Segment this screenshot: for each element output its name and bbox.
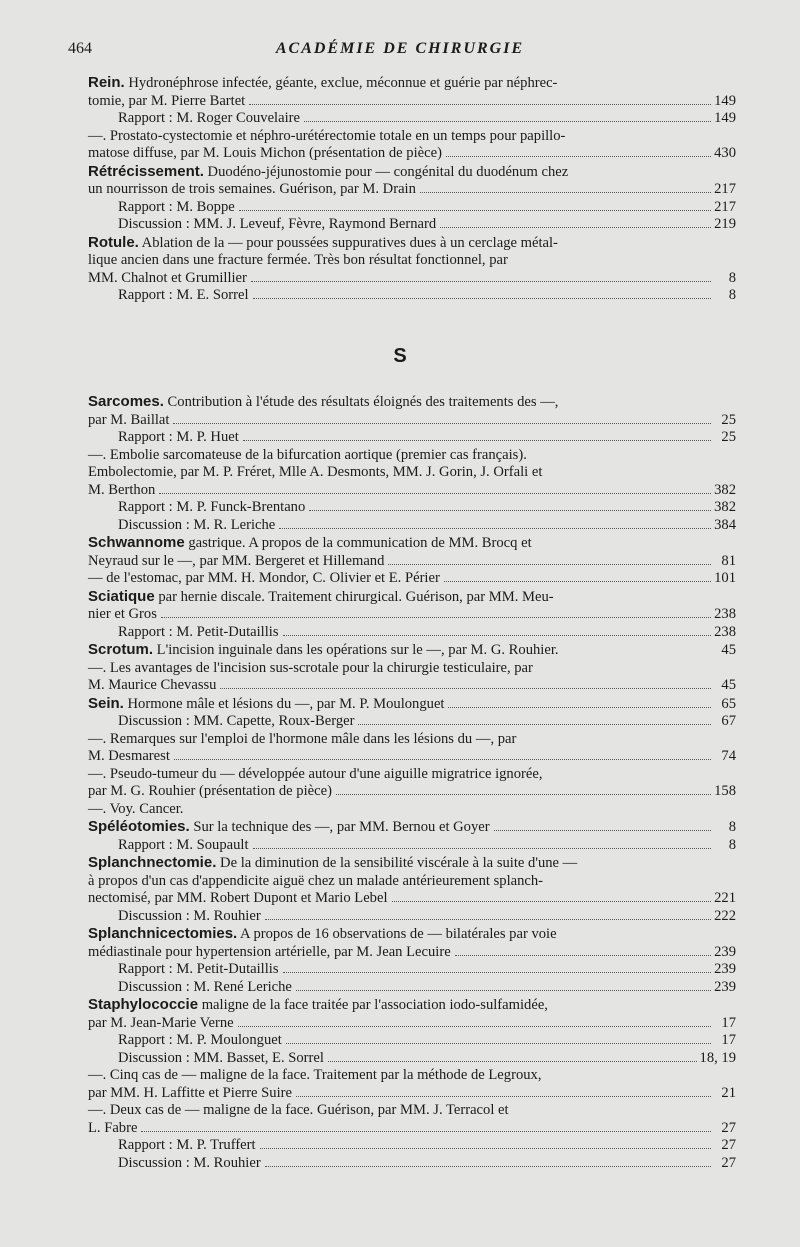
- index-line: [88, 412, 736, 430]
- page-ref: 239: [714, 943, 736, 960]
- index-line: [88, 570, 736, 588]
- line-text: [118, 216, 438, 234]
- entry-text: Contribution à l'étude des résultats éloignés des traitements des —,: [163, 394, 559, 410]
- line-text: [88, 252, 510, 270]
- page-ref: 21: [721, 1084, 736, 1101]
- index-line: [88, 854, 736, 873]
- line-text: [88, 873, 545, 891]
- line-text: [88, 1085, 294, 1103]
- index-line: [88, 482, 736, 500]
- entry-text: par hernie discale. Traitement chirurgical. Guérison, par MM. Meu-: [154, 588, 554, 605]
- index-entry: [88, 393, 736, 534]
- page-ref: 149: [714, 92, 736, 109]
- page-ref: 27: [721, 1119, 736, 1136]
- line-text: [88, 677, 218, 695]
- entry-text: —. Pseudo-tumeur du — développée autour d'une aiguille migratrice ignorée,: [88, 765, 543, 782]
- line-text: [88, 944, 453, 962]
- entry-text: M. Desmarest: [88, 748, 170, 764]
- dot-leader: [253, 848, 711, 849]
- index-line: [88, 695, 736, 714]
- entry-heading: Staphylococcie: [88, 996, 199, 1013]
- entry-text: Hydronéphrose infectée, géante, exclue, méconnue et guérie par néphrec-: [124, 75, 558, 91]
- line-text: [88, 731, 518, 749]
- entry-text: M. Berthon: [88, 481, 156, 498]
- index-line: [88, 996, 736, 1015]
- line-text: [88, 695, 446, 714]
- index-entry: [88, 925, 736, 996]
- line-text: [118, 110, 302, 128]
- index-entry: [88, 996, 736, 1172]
- line-text: [118, 199, 237, 217]
- entry-text: Sur la technique des —, par MM. Bernou et Goyer: [189, 819, 490, 835]
- entry-text: par M. Baillat: [88, 411, 170, 428]
- index-subline: [88, 517, 736, 535]
- page-ref: 219: [714, 216, 736, 232]
- dot-leader: [265, 919, 711, 920]
- line-text: [88, 534, 534, 553]
- index-line: [88, 181, 736, 199]
- index-line: [88, 553, 736, 571]
- index-subline: [88, 216, 736, 234]
- line-text: [118, 908, 263, 926]
- dot-leader: [455, 955, 711, 956]
- entry-text: Rapport : M. Soupault: [118, 836, 249, 853]
- page-ref: 239: [714, 961, 736, 977]
- page-ref: 382: [714, 481, 736, 498]
- entry-text: Rapport : M. P. Funck-Brentano: [118, 499, 306, 515]
- page-ref: 221: [714, 890, 736, 906]
- dot-leader: [159, 493, 711, 494]
- entry-heading: Rein.: [88, 74, 125, 91]
- line-text: [88, 412, 171, 430]
- line-text: [88, 925, 559, 944]
- line-text: [88, 234, 560, 253]
- index-line: [88, 641, 736, 660]
- dot-leader: [239, 210, 711, 211]
- line-text: [118, 1137, 258, 1155]
- dot-leader: [420, 192, 711, 193]
- index-subline: [88, 1050, 736, 1068]
- index-entry: [88, 854, 736, 925]
- entry-text: —. Les avantages de l'incision sus-scrotale pour la chirurgie testiculaire, par: [88, 659, 533, 676]
- entry-text: Discussion : MM. J. Leveuf, Fèvre, Raymond Bernard: [118, 216, 437, 232]
- index-subline: [88, 499, 736, 517]
- index-subline: [88, 1137, 736, 1155]
- dot-leader: [243, 440, 711, 441]
- dot-leader: [238, 1026, 711, 1027]
- entry-text: Discussion : MM. Capette, Roux-Berger: [118, 713, 355, 729]
- dot-leader: [448, 707, 711, 708]
- line-text: [118, 837, 251, 855]
- index-line: [88, 145, 736, 163]
- entry-text: Rapport : M. E. Sorrel: [118, 287, 249, 303]
- dot-leader: [141, 1131, 711, 1132]
- entry-heading: Sarcomes.: [88, 393, 164, 410]
- section-letter: S: [393, 345, 407, 367]
- index-entry: [88, 641, 736, 695]
- dot-leader: [279, 528, 711, 529]
- running-title: ACADÉMIE DE CHIRURGIE: [275, 40, 525, 57]
- dot-leader: [388, 564, 711, 565]
- line-text: [88, 783, 334, 801]
- entry-text: Rapport : M. Petit-Dutaillis: [118, 961, 279, 977]
- dot-leader: [328, 1061, 697, 1062]
- dot-leader: [286, 1043, 711, 1044]
- line-text: [88, 447, 529, 465]
- dot-leader: [358, 724, 711, 725]
- page-ref: 74: [721, 748, 736, 764]
- dot-leader: [251, 281, 711, 282]
- line-text: [88, 641, 561, 660]
- index-entry: [88, 163, 736, 234]
- page-ref: 217: [714, 181, 736, 197]
- entry-text: L'incision inguinale dans les opérations sur le —, par M. G. Rouhier.: [153, 642, 559, 658]
- dot-leader: [253, 298, 711, 299]
- line-text: [88, 854, 579, 873]
- entry-text: —. Deux cas de — maligne de la face. Guérison, par MM. J. Terracol et: [88, 1102, 509, 1118]
- line-text: [88, 553, 386, 571]
- page-ref: 45: [721, 642, 736, 658]
- entry-heading: Schwannome: [88, 534, 185, 551]
- entry-text: par MM. H. Laffitte et Pierre Suire: [88, 1084, 292, 1101]
- page-ref: 158: [714, 783, 736, 799]
- index-line: [88, 748, 736, 766]
- entry-text: Rapport : M. P. Moulonguet: [118, 1032, 282, 1048]
- entry-text: à propos d'un cas d'appendicite aiguë chez un malade antérieurement splanch-: [88, 872, 544, 889]
- index-line: [88, 252, 736, 270]
- line-text: [88, 890, 390, 908]
- dot-leader: [446, 156, 711, 157]
- dot-leader: [444, 581, 711, 582]
- entry-text: médiastinale pour hypertension artérielle, par M. Jean Lecuire: [88, 943, 451, 960]
- entry-text: Discussion : M. Rouhier: [118, 907, 261, 924]
- entry-heading: Sciatique: [88, 587, 155, 605]
- index-line: [88, 1102, 736, 1120]
- entry-text: un nourrisson de trois semaines. Guérison, par M. Drain: [88, 181, 416, 197]
- line-text: [88, 818, 492, 837]
- line-text: [88, 163, 570, 182]
- line-text: [118, 979, 294, 997]
- index-subline: [88, 1155, 736, 1173]
- line-text: [88, 801, 185, 819]
- entry-text: —. Cinq cas de — maligne de la face. Traitement par la méthode de Legroux,: [88, 1067, 542, 1083]
- entry-text: tomie, par M. Pierre Bartet: [88, 92, 246, 109]
- index-subline: [88, 713, 736, 731]
- line-text: [88, 1102, 511, 1120]
- entry-heading: Spéléotomies.: [88, 818, 190, 835]
- index-entry: [88, 695, 736, 819]
- page-ref: 8: [728, 819, 736, 835]
- page-ref: 384: [714, 516, 736, 533]
- index-line: [88, 606, 736, 624]
- index-line: [88, 890, 736, 908]
- index-line: [88, 766, 736, 784]
- line-text: [118, 429, 241, 447]
- dot-leader: [220, 688, 711, 689]
- index-line: [88, 1067, 736, 1085]
- entry-text: Hormone mâle et lésions du —, par M. P. Moulonguet: [123, 695, 445, 712]
- entry-text: — de l'estomac, par MM. H. Mondor, C. Olivier et E. Périer: [88, 570, 440, 586]
- entry-text: Discussion : MM. Basset, E. Sorrel: [118, 1049, 324, 1066]
- entry-text: L. Fabre: [88, 1119, 138, 1136]
- index-subline: [88, 199, 736, 217]
- line-text: [88, 588, 556, 607]
- page-ref: 17: [721, 1032, 736, 1048]
- index-line: [88, 731, 736, 749]
- entry-heading: Rotule.: [88, 233, 139, 251]
- entry-text: matose diffuse, par M. Louis Michon (présentation de pièce): [88, 145, 442, 161]
- index-subline: [88, 1032, 736, 1050]
- index-section-r: [88, 74, 736, 305]
- line-text: [88, 1015, 236, 1033]
- index-line: [88, 393, 736, 412]
- line-text: [118, 961, 281, 979]
- entry-text: nectomisé, par MM. Robert Dupont et Mario Lebel: [88, 890, 388, 906]
- entry-heading: Rétrécissement.: [88, 162, 204, 180]
- entry-text: par M. G. Rouhier (présentation de pièce): [88, 783, 332, 799]
- entry-text: nier et Gros: [88, 606, 157, 622]
- entry-text: —. Embolie sarcomateuse de la bifurcation aortique (premier cas français).: [88, 446, 527, 463]
- entry-text: Duodéno-jéjunostomie pour — congénital du duodénum chez: [203, 163, 569, 180]
- index-line: [88, 163, 736, 182]
- index-line: [88, 873, 736, 891]
- entry-text: maligne de la face traitée par l'association iodo-sulfamidée,: [198, 997, 548, 1013]
- index-line: [88, 464, 736, 482]
- line-text: [88, 482, 157, 500]
- page-ref: 430: [714, 145, 736, 161]
- page-ref: 27: [721, 1137, 736, 1153]
- index-line: [88, 534, 736, 553]
- index-entry: [88, 818, 736, 854]
- page-ref: 65: [721, 695, 736, 712]
- line-text: [88, 93, 247, 111]
- line-text: [118, 499, 307, 517]
- entry-text: gastrique. A propos de la communication de MM. Brocq et: [184, 535, 532, 551]
- line-text: [88, 270, 249, 288]
- dot-leader: [392, 901, 711, 902]
- line-text: [118, 713, 356, 731]
- dot-leader: [336, 794, 711, 795]
- index-line: [88, 944, 736, 962]
- index-line: [88, 1085, 736, 1103]
- index-line: [88, 93, 736, 111]
- index-line: [88, 925, 736, 944]
- index-line: [88, 234, 736, 253]
- line-text: [88, 1067, 543, 1085]
- page-ref: 25: [721, 429, 736, 445]
- line-text: [118, 287, 251, 305]
- dot-leader: [283, 972, 711, 973]
- index-subline: [88, 287, 736, 305]
- page-ref: 18, 19: [699, 1049, 736, 1066]
- entry-heading: Scrotum.: [88, 641, 154, 658]
- dot-leader: [173, 423, 711, 424]
- index-line: [88, 1120, 736, 1138]
- entry-text: Neyraud sur le —, par MM. Bergeret et Hillemand: [88, 552, 385, 569]
- index-subline: [88, 979, 736, 997]
- index-subline: [88, 624, 736, 642]
- dot-leader: [283, 635, 711, 636]
- index-entry: [88, 234, 736, 305]
- entry-text: Rapport : M. P. Huet: [118, 429, 239, 445]
- entry-text: MM. Chalnot et Grumillier: [88, 269, 247, 286]
- page-ref: 222: [714, 907, 736, 924]
- line-text: [88, 181, 418, 199]
- dot-leader: [304, 121, 711, 122]
- line-text: [88, 74, 559, 93]
- page-ref: 238: [714, 606, 736, 622]
- entry-text: Embolectomie, par M. P. Fréret, Mlle A. Desmonts, MM. J. Gorin, J. Orfali et: [88, 464, 543, 480]
- line-text: [88, 606, 159, 624]
- page-ref: 8: [728, 287, 736, 303]
- index-line: [88, 447, 736, 465]
- page-ref: 239: [714, 978, 736, 995]
- index-line: [88, 818, 736, 837]
- dot-leader: [174, 759, 711, 760]
- line-text: [88, 748, 172, 766]
- index-line: [88, 270, 736, 288]
- page-ref: 17: [721, 1014, 736, 1031]
- page-ref: 149: [714, 110, 736, 126]
- page-number: 464: [68, 40, 92, 57]
- index-line: [88, 128, 736, 146]
- dot-leader: [309, 510, 711, 511]
- page-ref: 25: [721, 411, 736, 428]
- page-ref: 101: [714, 570, 736, 586]
- index-line: [88, 801, 736, 819]
- dot-leader: [494, 830, 711, 831]
- line-text: [118, 624, 281, 642]
- line-text: [88, 660, 535, 678]
- line-text: [88, 464, 544, 482]
- dot-leader: [296, 990, 711, 991]
- index-subline: [88, 908, 736, 926]
- entry-text: —. Prostato-cystectomie et néphro-urétérectomie totale en un temps pour papillo-: [88, 127, 566, 144]
- page-ref: 8: [728, 836, 736, 853]
- entry-text: par M. Jean-Marie Verne: [88, 1014, 234, 1031]
- dot-leader: [260, 1148, 711, 1149]
- entry-text: Discussion : M. René Leriche: [118, 978, 292, 995]
- dot-leader: [161, 617, 711, 618]
- index-entry: [88, 74, 736, 163]
- page-ref: 217: [714, 198, 736, 215]
- index-subline: [88, 429, 736, 447]
- index-line: [88, 74, 736, 93]
- index-entry: [88, 588, 736, 642]
- entry-text: Discussion : M. R. Leriche: [118, 516, 276, 533]
- page-ref: 27: [721, 1154, 736, 1171]
- page-header: [0, 40, 800, 64]
- entry-text: A propos de 16 observations de — bilatérales par voie: [237, 926, 557, 942]
- line-text: [118, 517, 277, 535]
- entry-text: De la diminution de la sensibilité viscérale à la suite d'une —: [216, 855, 578, 871]
- index-section-s: [88, 393, 736, 1172]
- index-line: [88, 588, 736, 607]
- entry-text: Rapport : M. Petit-Dutaillis: [118, 623, 279, 640]
- index-subline: [88, 110, 736, 128]
- index-entry: [88, 534, 736, 588]
- line-text: [88, 996, 550, 1015]
- line-text: [118, 1050, 326, 1068]
- line-text: [88, 766, 545, 784]
- page-ref: 8: [728, 269, 736, 286]
- line-text: [88, 145, 444, 163]
- dot-leader: [249, 104, 711, 105]
- entry-heading: Splanchnicectomies.: [88, 925, 238, 942]
- line-text: [118, 1155, 263, 1173]
- page-ref: 238: [714, 623, 736, 640]
- entry-text: Discussion : M. Rouhier: [118, 1154, 261, 1171]
- entry-text: —. Remarques sur l'emploi de l'hormone mâle dans les lésions du —, par: [88, 730, 517, 747]
- dot-leader: [265, 1166, 711, 1167]
- page-ref: 45: [721, 677, 736, 693]
- entry-text: Rapport : M. P. Truffert: [118, 1137, 256, 1153]
- line-text: [88, 570, 442, 588]
- entry-heading: Sein.: [88, 694, 124, 712]
- line-text: [88, 128, 567, 146]
- page-ref: 382: [714, 499, 736, 515]
- entry-text: M. Maurice Chevassu: [88, 677, 217, 693]
- page-ref: 67: [721, 713, 736, 729]
- entry-text: Rapport : M. Roger Couvelaire: [118, 110, 300, 126]
- line-text: [118, 1032, 284, 1050]
- dot-leader: [440, 227, 711, 228]
- dot-leader: [296, 1096, 711, 1097]
- entry-text: Rapport : M. Boppe: [118, 198, 235, 215]
- line-text: [88, 393, 560, 412]
- index-line: [88, 783, 736, 801]
- line-text: [88, 1120, 139, 1138]
- index-subline: [88, 837, 736, 855]
- index-line: [88, 1015, 736, 1033]
- entry-heading: Splanchnectomie.: [88, 854, 217, 871]
- page-ref: 81: [721, 552, 736, 569]
- index-line: [88, 677, 736, 695]
- entry-text: —. Voy. Cancer.: [88, 800, 184, 817]
- index-line: [88, 660, 736, 678]
- index-subline: [88, 961, 736, 979]
- entry-text: lique ancien dans une fracture fermée. Très bon résultat fonctionnel, par: [88, 252, 508, 268]
- entry-text: Ablation de la — pour poussées suppuratives dues à un cerclage métal-: [138, 234, 558, 251]
